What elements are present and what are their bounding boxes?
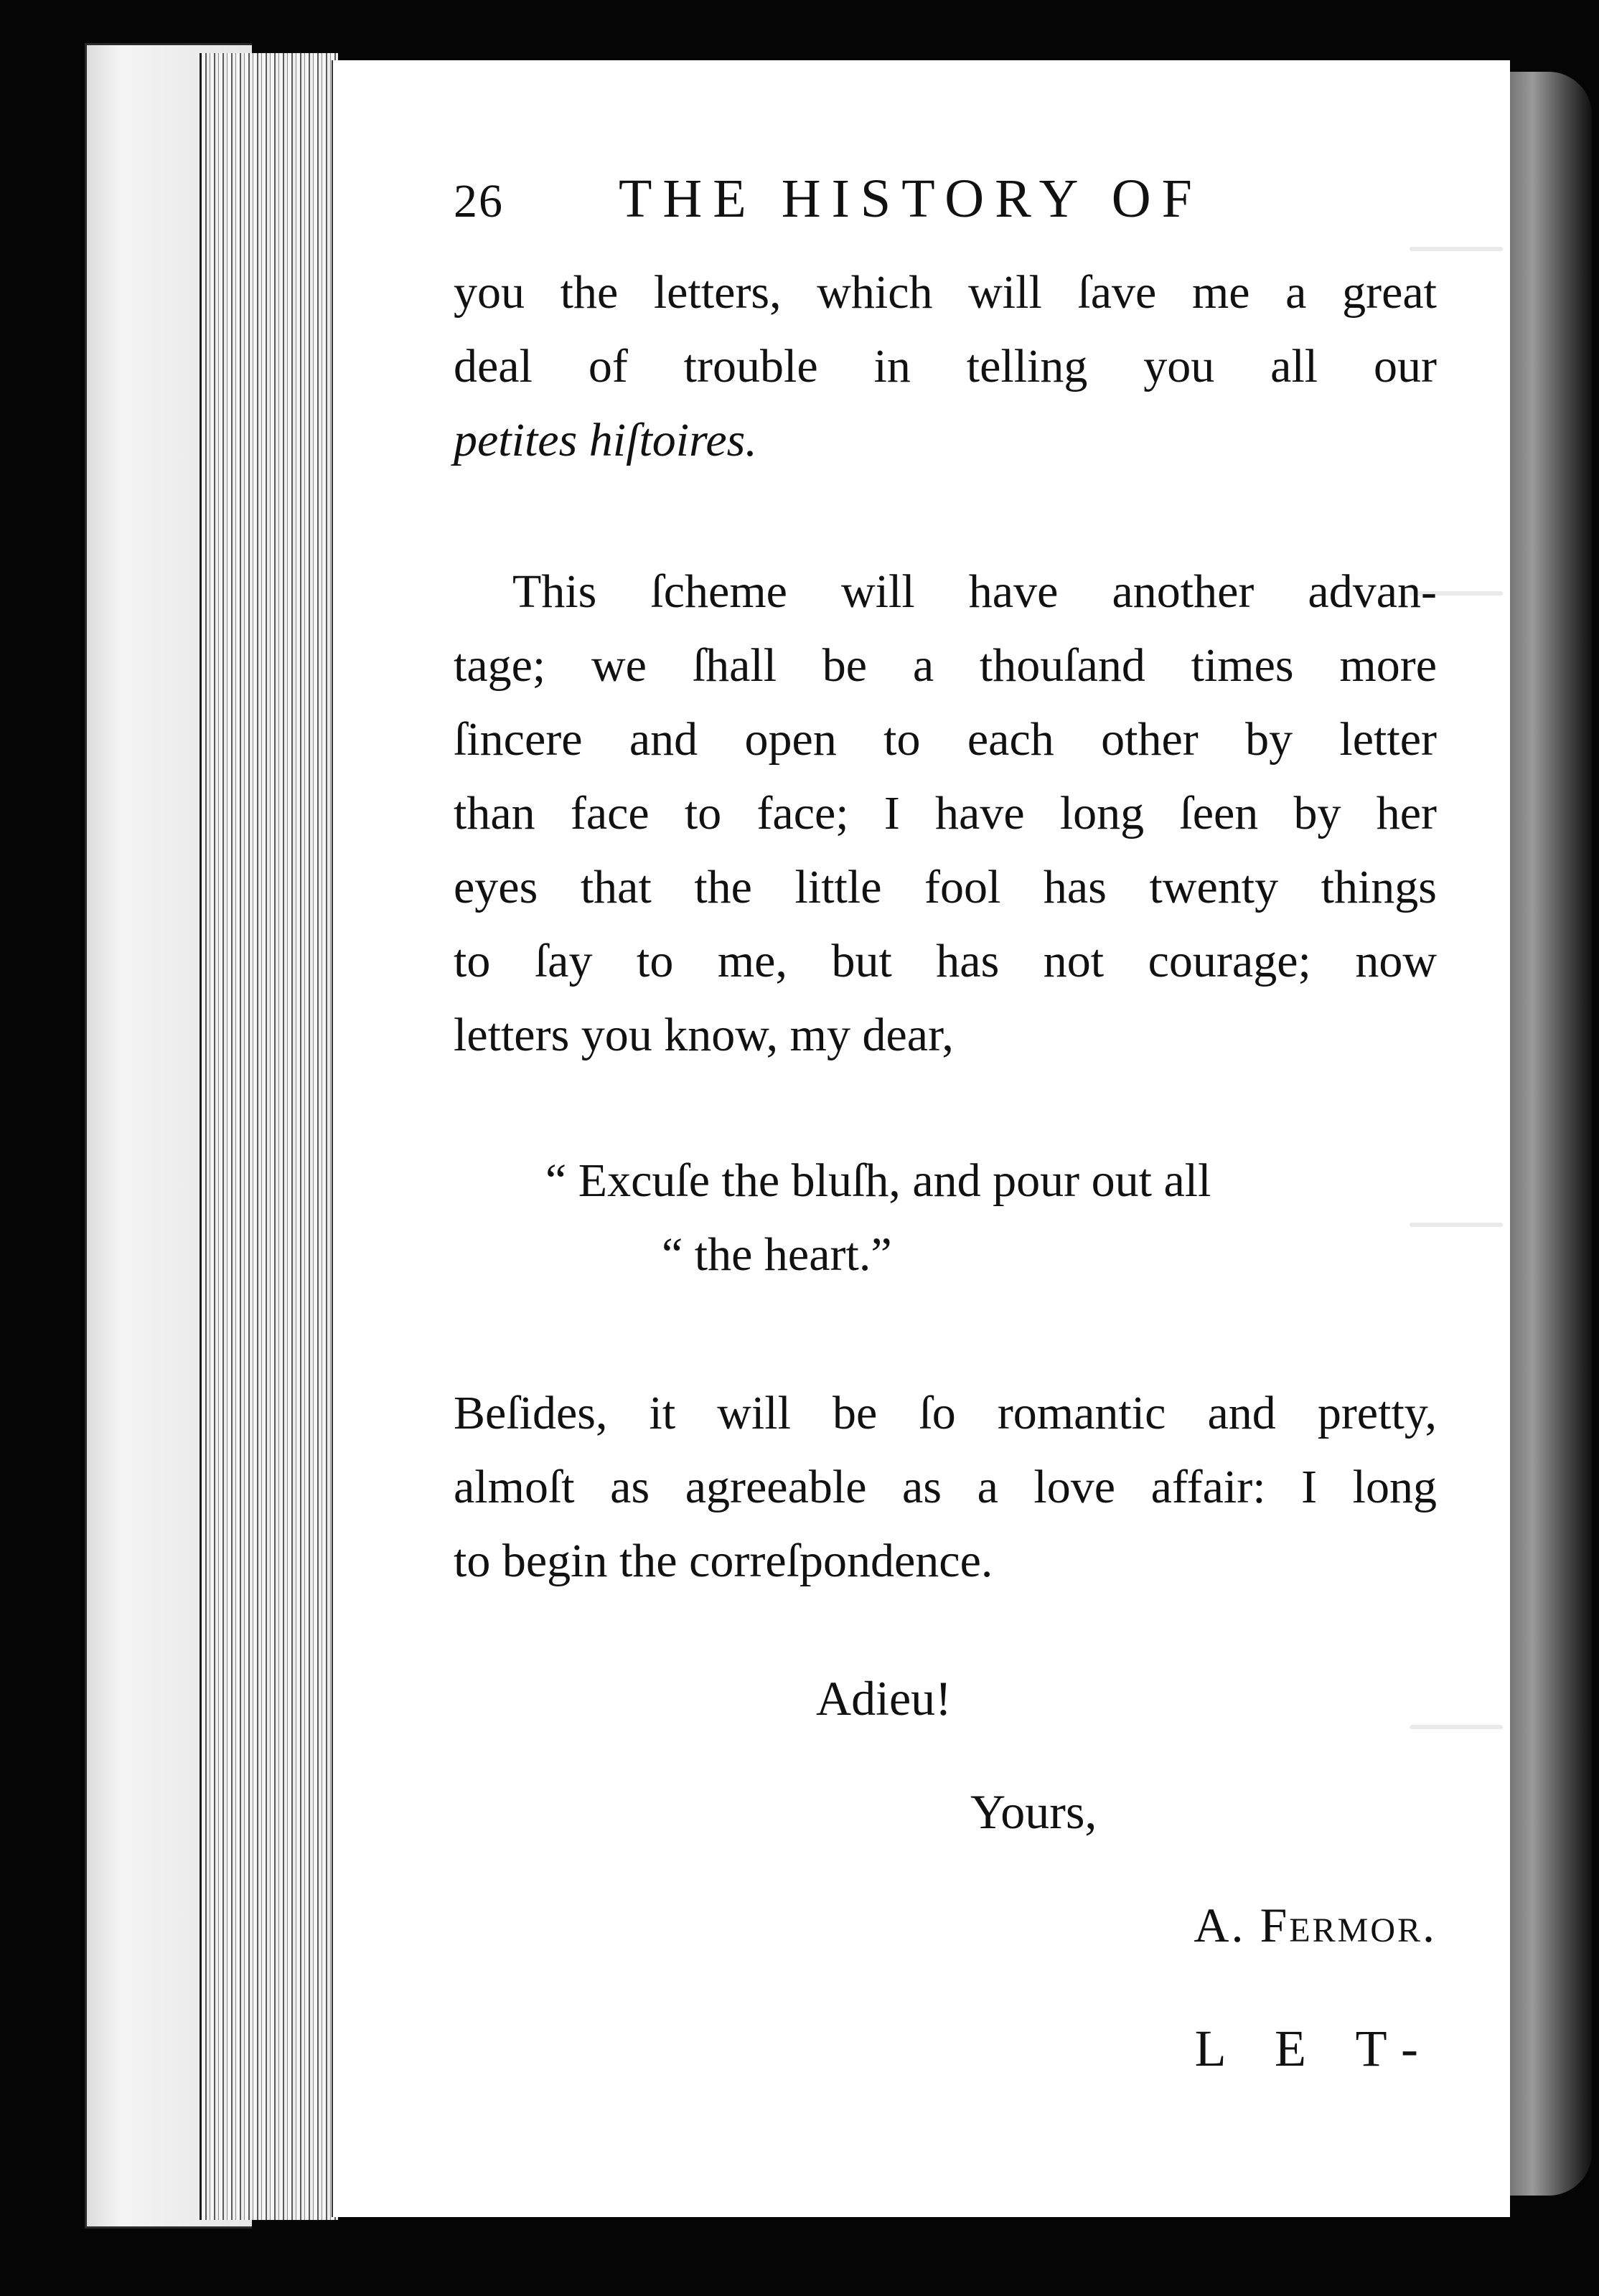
text-line: ſincere and open to each other by letter [454, 713, 1437, 766]
page-edges-stack [200, 53, 338, 2220]
paragraph-3 [454, 1376, 1437, 1598]
catchword: L E T- [1194, 2020, 1437, 2077]
running-head-title: THE HISTORY OF [619, 169, 1203, 229]
page-text-block [454, 168, 1437, 2084]
running-head [454, 168, 1437, 247]
verse-quotation [454, 1144, 1437, 1292]
text-line: you the letters, which will ſave me a great [454, 266, 1437, 319]
text-line: to begin the correſpondence. [454, 1535, 993, 1587]
text-line: tage; we ſhall be a thouſand times more [454, 639, 1437, 692]
book-page [332, 60, 1510, 2217]
text-line: This ſcheme will have another advan- [512, 565, 1437, 618]
paragraph-2 [454, 555, 1437, 1072]
text-line: deal of trouble in telling you all our [454, 340, 1437, 392]
valediction: Yours, [970, 1784, 1097, 1839]
text-line: almoſt as agreeable as a love affair: I long [454, 1461, 1437, 1513]
text-line: Beſides, it will be ſo romantic and pretty, [454, 1387, 1437, 1439]
quote-line: “ the heart.” [662, 1228, 892, 1281]
quote-line: “ Excuſe the bluſh, and pour out all [545, 1154, 1211, 1207]
text-line: to ſay to me, but has not courage; now [454, 935, 1437, 987]
text-line: than face to face; I have long ſeen by her [454, 787, 1437, 839]
farewell: Adieu! [816, 1671, 952, 1726]
paragraph-1 [454, 255, 1437, 477]
text-line: eyes that the little fool has twenty things [454, 861, 1437, 913]
text-line: petites hiſtoires. [454, 414, 757, 466]
signature: A. Fermor. [1194, 1898, 1437, 1952]
page-number: 26 [454, 175, 504, 227]
text-line: letters you know, my dear, [454, 1009, 954, 1061]
